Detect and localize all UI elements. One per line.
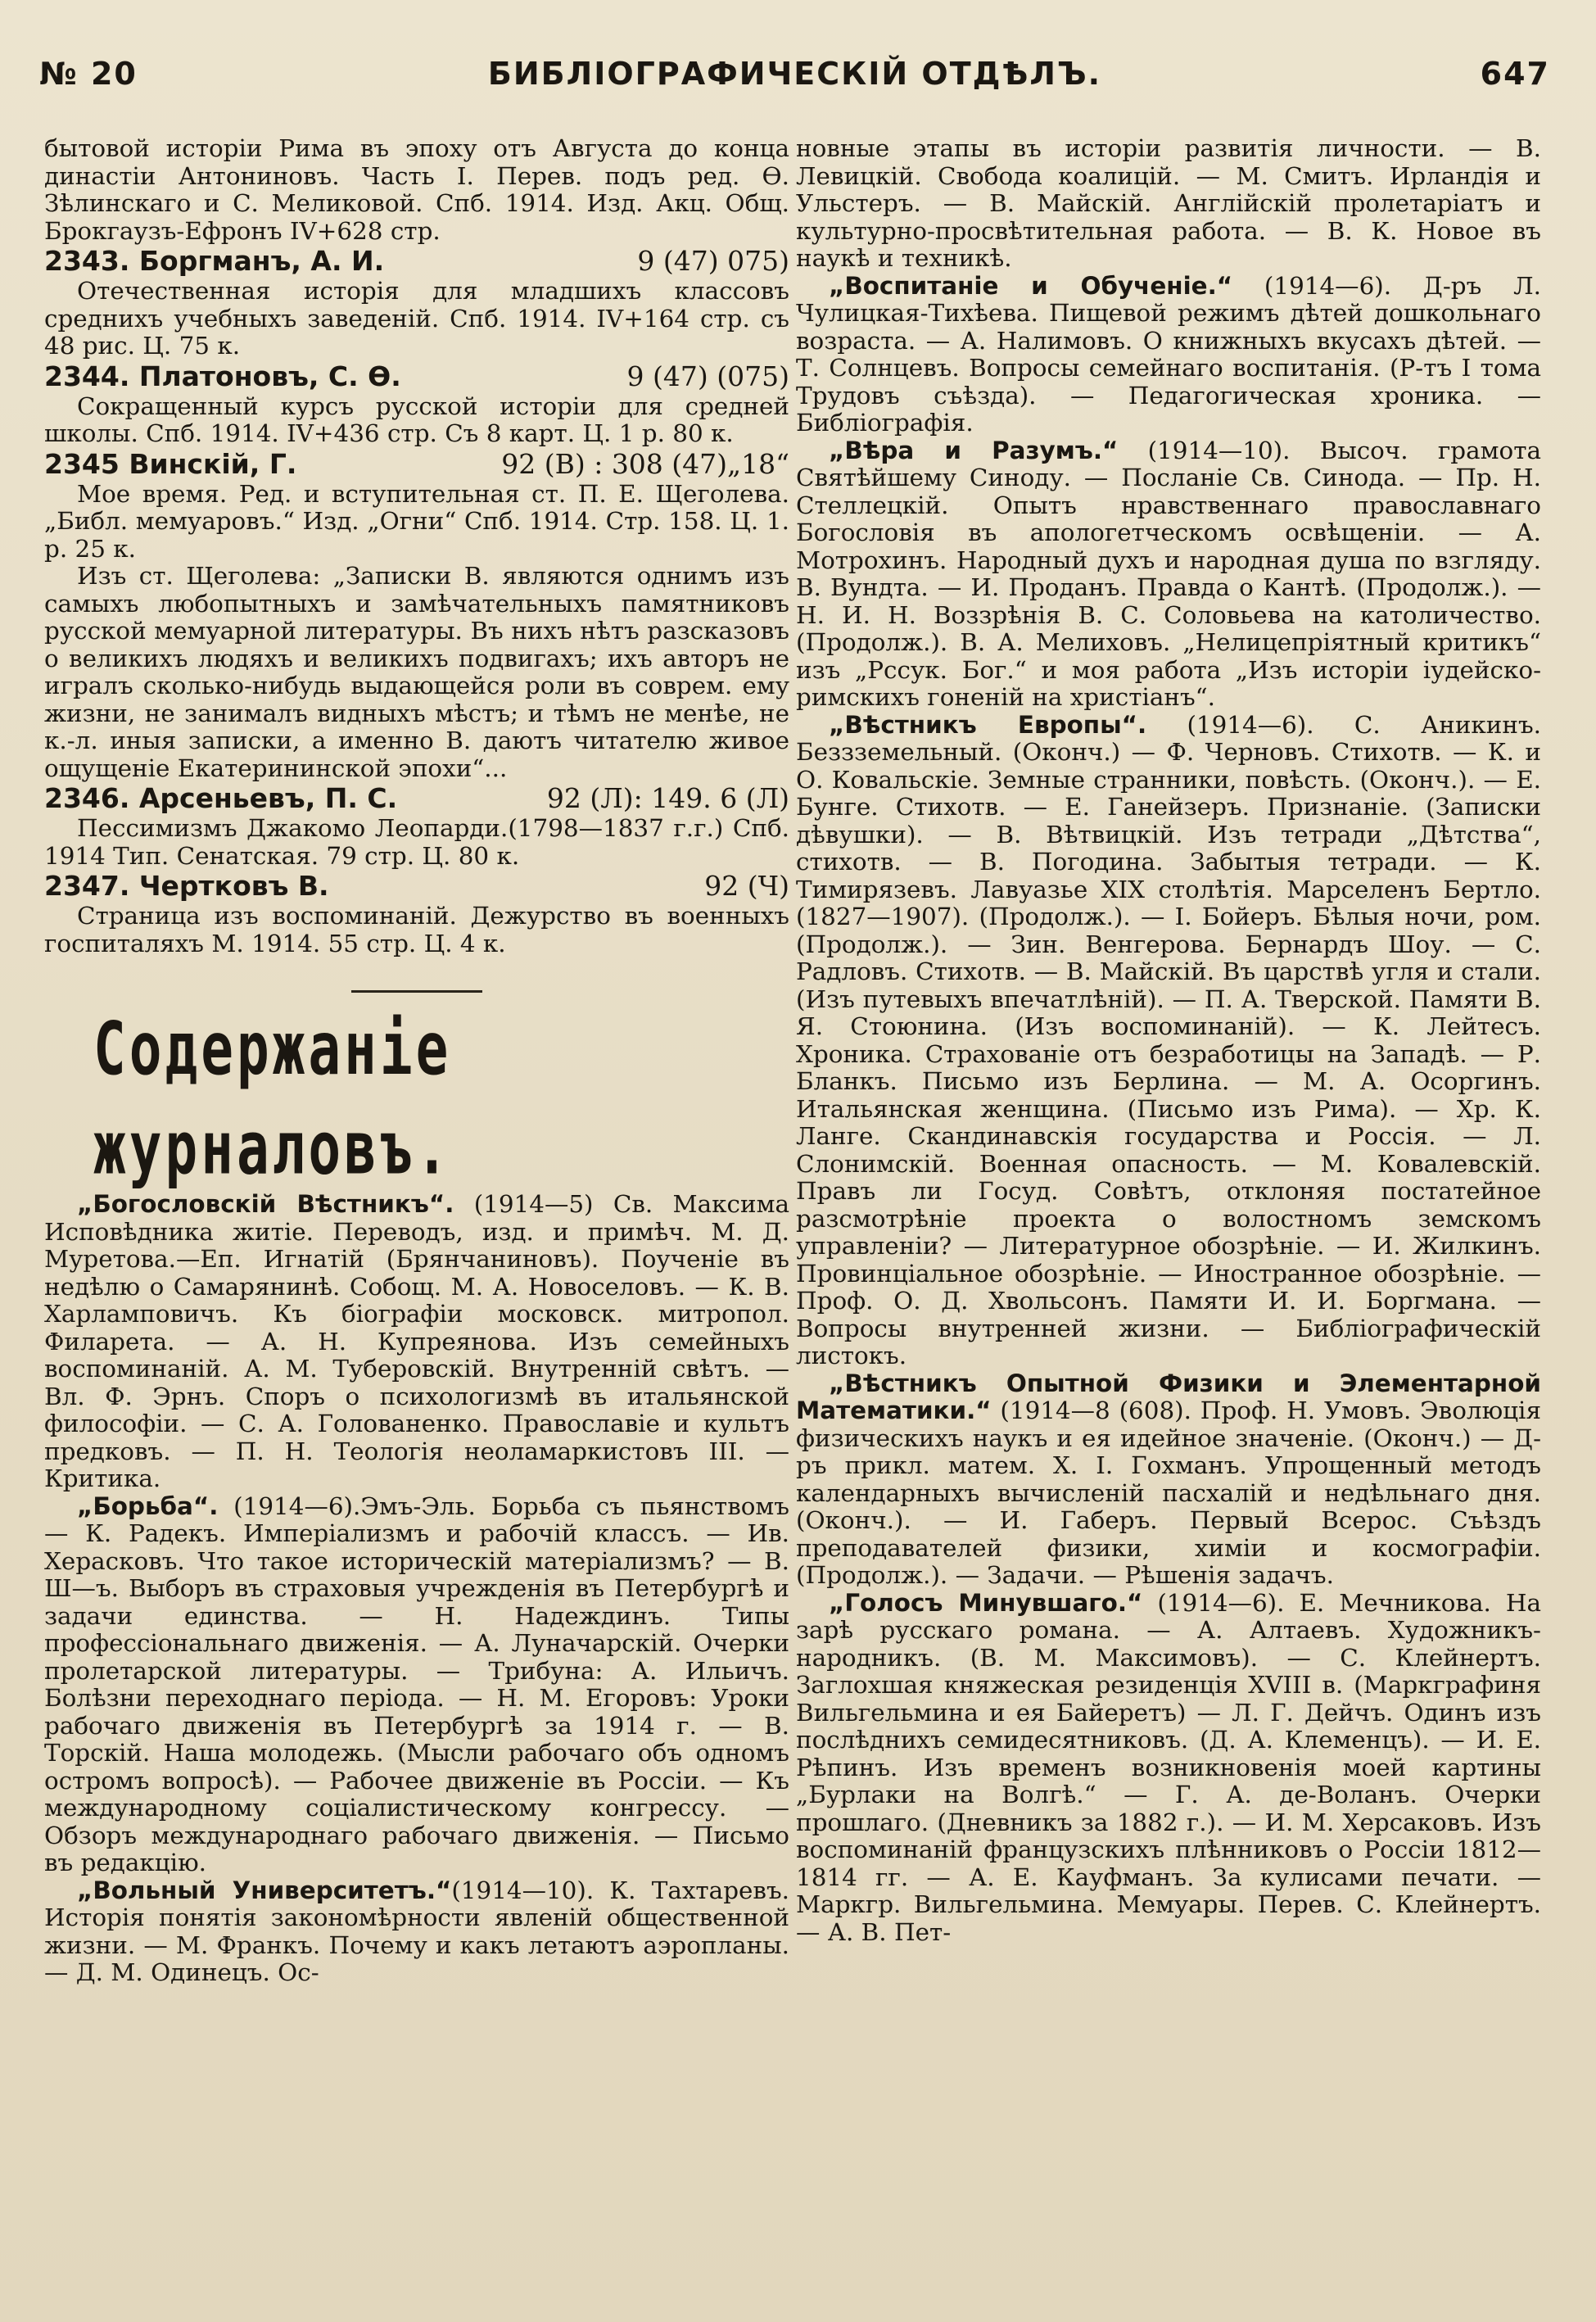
journal-contents (796, 712, 1541, 1370)
bibliography-entry (44, 782, 789, 870)
entry-description: Мое время. Ред. и вступительная ст. П. Е. Щеголева. „Библ. мемуаровъ.“ Изд. „Огни“ Спб. 1914. Стр. 158. Ц. 1. р. 25 к. (44, 479, 789, 563)
journal-title: „Богословскій Вѣстникъ“. (77, 1190, 454, 1218)
issue-number: № 20 (39, 56, 138, 92)
bibliography-entry (44, 448, 789, 783)
journal-title: „Вѣстникъ Европы“. (829, 710, 1147, 739)
entry-heading (44, 360, 789, 393)
continued-journal-text: новные этапы въ исторіи развитія личности. — В. Левицкій. Свобода коалицій. — М. Смитъ. Ирландія и Ульстеръ. — В. Майскій. Англійскій пролетаріатъ и культурно-просвѣтительная работа. — В. К. Новое въ наукѣ и техникѣ. (796, 135, 1541, 272)
entry-description: Сокращенный курсъ русской исторіи для средней школы. Спб. 1914. IV+436 стр. Съ 8 карт. Ц. 1 р. 80 к. (44, 392, 789, 447)
journal-title: „Воспитаніе и Обученіе.“ (829, 271, 1233, 300)
journal-title: „Голосъ Минувшаго.“ (829, 1588, 1143, 1617)
journal-contents (796, 1590, 1541, 1947)
entry-author: 2346. Арсеньевъ, П. С. (44, 782, 398, 814)
journal-text: (1914—5) Св. Максима Исповѣдника житіе. Переводъ, изд. и примѣч. М. Д. Муретова.—Еп. Игнатій (Брянчаниновъ). Поученіе въ недѣлю о Самарянинѣ. Собощ. М. А. Новоселовъ. — К. В. Харламповичъ. Къ біографіи московск. митропол. Филарета. — А. Н. Купреянова. Изъ семейныхъ воспоминаній. А. М. Туберовскій. Внутренній свѣтъ. — Вл. Ф. Эрнъ. Споръ о психологизмѣ въ итальянской философіи. — С. А. Голованенко. Православіе и культъ предковъ. — П. Н. Теологія неоламаркистовъ III. — Критика. (44, 1190, 789, 1492)
journal-contents (796, 437, 1541, 712)
section-title: БИБЛІОГРАФИЧЕСКІЙ ОТДѢЛЪ. (487, 56, 1102, 92)
journal-title: „Вѣра и Разумъ.“ (829, 436, 1119, 464)
journal-contents (796, 273, 1541, 437)
journal-contents (44, 1493, 789, 1877)
right-column (796, 135, 1541, 2306)
journal-text: (1914—6). С. Аникинъ. Беззземельный. (Оконч.) — Ф. Черновъ. Стихотв. — К. и О. Ковальскіе. Земные странники, повѣсть. (Оконч.). — Е. Бунге. Стихотв. — Е. Ганейзеръ. Признаніе. (Записки дѣвушки). — В. Вѣтвицкій. Изъ тетради „Дѣтства“, стихотв. — В. Погодина. Забытыя тетради. — К. Тимирязевъ. Лавуазье XIX столѣтія. Марселенъ Бертло. (1827—1907). (Продолж.). — I. Бойеръ. Бѣлыя ночи, ром. (Продолж.). — Зин. Венгерова. Бернардъ Шоу. — С. Радловъ. Стихотв. — В. Майскій. Въ царствѣ угля и стали. (Изъ путевыхъ впечатлѣній). — П. А. Тверской. Памяти В. Я. Стоюнина. (Изъ воспоминаній). — К. Лейтесъ. Хроника. Страхованіе отъ безработицы на Западѣ. — Р. Бланкъ. Письмо изъ Берлина. — М. А. Осоргинъ. Итальянская женщина. (Письмо изъ Рима). — Хр. К. Ланге. Скандинавскія государства и Россія. — Л. Слонимскій. Военная опасность. — М. Ковалевскій. Правъ ли Госуд. Совѣтъ, отклоняя постатейное разсмотрѣніе проекта о волостномъ земскомъ управленіи? — Литературное обозрѣніе. — И. Жилкинъ. Провинціальное обозрѣніе. — Иностранное обозрѣніе. — Проф. О. Д. Хвольсонъ. Памяти И. И. Боргмана. — Вопросы внутренней жизни. — Библіографическій листокъ. (796, 710, 1541, 1369)
journal-text: (1914—6). Д-ръ Л. Чулицкая-Тихѣева. Пищевой режимъ дѣтей дошкольнаго возраста. — А. Налимовъ. О книжныхъ вкусахъ дѣтей. — Т. Солнцевъ. Вопросы семейнаго воспитанія. (Р-тъ I тома Трудовъ съѣзда). — Педагогическая хроника. — Библіографія. (796, 271, 1541, 437)
journal-title: „Вѣстникъ Опытной Физики и Элементарной Математики.“ (796, 1369, 1541, 1424)
section-heading: Содержаніе журналовъ. (93, 1006, 452, 1192)
entry-author: 2345 Винскій, Г. (44, 447, 297, 480)
journal-text: (1914—8 (608). Проф. Н. Умовъ. Эволюція физическихъ наукъ и ея идейное значеніе. (Оконч.) — Д-ръ прикл. матем. Х. I. Гохманъ. Упрощенный методъ календарныхъ вычисленій пасхалій и недѣльнаго дня. (Оконч.). — И. Габеръ. Первый Всерос. Съѣздъ преподавателей физики, химіи и космографіи. (Продолж.). — Задачи. — Рѣшенія задачъ. (796, 1396, 1541, 1589)
journal-title: „Борьба“. (77, 1491, 219, 1520)
journal-text: (1914—6). Е. Мечникова. На зарѣ русскаго романа. — А. Алтаевъ. Художникъ-народникъ. (В. М. Максимовъ). — С. Клейнертъ. Заглохшая княжеская резиденція XVIII в. (Маркграфиня Вильгельмина и ея Байеретъ) — Л. Г. Дейчъ. Одинъ изъ послѣднихъ семидесятниковъ. (Д. А. Клеменцъ). — И. Е. Рѣпинъ. Изъ временъ возникновенія моей картины „Бурлаки на Волгѣ.“ — Г. А. де-Воланъ. Очерки прошлаго. (Дневникъ за 1882 г.). — И. М. Херсаковъ. Изъ воспоминаній французскихъ плѣнниковъ о Россіи 1812—1814 гг. — А. Е. Кауфманъ. За кулисами печати. — Маркгр. Вильгельмина. Мемуары. Перев. С. Клейнертъ. — А. В. Пет- (796, 1588, 1541, 1946)
entry-description: Пессимизмъ Джакомо Леопарди.(1798—1837 г.г.) Спб. 1914 Тип. Сенатская. 79 стр. Ц. 80 к. (44, 814, 789, 870)
bibliography-entry (44, 245, 789, 360)
journal-title: „Вольный Университетъ.“ (77, 1876, 452, 1904)
entry-heading (44, 245, 789, 278)
journal-contents (796, 1370, 1541, 1590)
entry-description: Отечественная исторія для младшихъ классовъ среднихъ учебныхъ заведеній. Спб. 1914. IV+164 стр. съ 48 рис. Ц. 75 к. (44, 277, 789, 360)
journal-text: (1914—10). К. Тахтаревъ. Исторія понятія закономѣрности явленій общественной жизни. — М. Франкъ. Почему и какъ летаютъ аэропланы. — Д. М. Одинецъ. Ос- (44, 1876, 789, 1986)
entry-author: 2344. Платоновъ, С. Ѳ. (44, 360, 401, 392)
entry-classification: 92 (В) : 308 (47)„18“ (501, 447, 789, 480)
entry-author: 2347. Чертковъ В. (44, 870, 329, 902)
entry-classification: 92 (Ч) (704, 870, 789, 902)
entry-quotation: Изъ ст. Щеголева: „Записки В. являются однимъ изъ самыхъ любопытныхъ и замѣчательныхъ памятниковъ русской мемуарной литературы. Въ нихъ нѣтъ разсказовъ о великихъ людяхъ и великихъ подвигахъ; ихъ авторъ не игралъ сколько-нибудь выдающейся роли въ соврем. ему жизни, не занималъ видныхъ мѣстъ; и тѣмъ не менѣе, не к.-л. иныя записки, а именно В. даютъ читателю живое ощущеніе Екатерининской эпохи“... (44, 562, 789, 782)
entry-description: Страница изъ воспоминаній. Дежурство въ военныхъ госпиталяхъ М. 1914. 55 стр. Ц. 4 к. (44, 902, 789, 957)
entry-heading (44, 870, 789, 903)
entry-classification: 92 (Л): 149. 6 (Л) (546, 782, 789, 814)
divider-rule (351, 990, 482, 993)
entry-heading (44, 782, 789, 815)
journal-contents (44, 1877, 789, 1987)
bibliography-entry (44, 870, 789, 957)
entry-classification: 9 (47) (075) (626, 360, 789, 392)
entry-heading (44, 448, 789, 481)
journal-text: (1914—10). Высоч. грамота Святѣйшему Синоду. — Посланіе Св. Синода. — Пр. Н. Стеллецкій. Опытъ нравственнаго православнаго Богословія въ апологетческомъ освѣщеніи. — А. Мотрохинъ. Народный духъ и народная душа по взгляду. В. Вундта. — И. Проданъ. Правда о Кантѣ. (Продолж.). — Н. И. Н. Воззрѣнія В. С. Соловьева на католичество. (Продолж.). В. А. Мелиховъ. „Нелицепріятный критикъ“ изъ „Рссук. Бог.“ и моя работа „Изъ исторіи іудейско-римскихъ гоненій на христіанъ“. (796, 436, 1541, 711)
entry-classification: 9 (47) 075) (637, 245, 789, 277)
running-head (39, 56, 1550, 105)
page-number: 647 (1480, 56, 1550, 92)
entry-author: 2343. Боргманъ, А. И. (44, 245, 385, 277)
journal-text: (1914—6).Эмъ-Эль. Борьба съ пьянствомъ — К. Радекъ. Имперіализмъ и рабочій классъ. — Ив. Херасковъ. Что такое историческій матеріализмъ? — В. Ш—ъ. Выборъ въ страховыя учрежденія въ Петербургѣ и задачи единства. — Н. Надеждинъ. Типы профессіональнаго движенія. — А. Луначарскій. Очерки пролетарской литературы. — Трибуна: А. Ильичъ. Болѣзни переходнаго періода. — Н. М. Егоровъ: Уроки рабочаго движенія въ Петербургѣ за 1914 г. — В. Торскій. Наша молодежь. (Мысли рабочаго объ одномъ остромъ вопросѣ). — Рабочее движеніе въ Россіи. — Къ международному соціалистическому конгрессу. — Обзоръ международнаго рабочаго движенія. — Письмо въ редакцію. (44, 1491, 789, 1876)
bibliography-entry (44, 360, 789, 448)
journal-contents (44, 1191, 789, 1493)
left-column (44, 135, 789, 2306)
continued-entry-text: бытовой исторіи Рима въ эпоху отъ Августа до конца династіи Антониновъ. Часть I. Перев. подъ ред. Ѳ. Зѣлинскаго и С. Меликовой. Спб. 1914. Изд. Акц. Общ. Брокгаузъ-Ефронъ IV+628 стр. (44, 135, 789, 245)
